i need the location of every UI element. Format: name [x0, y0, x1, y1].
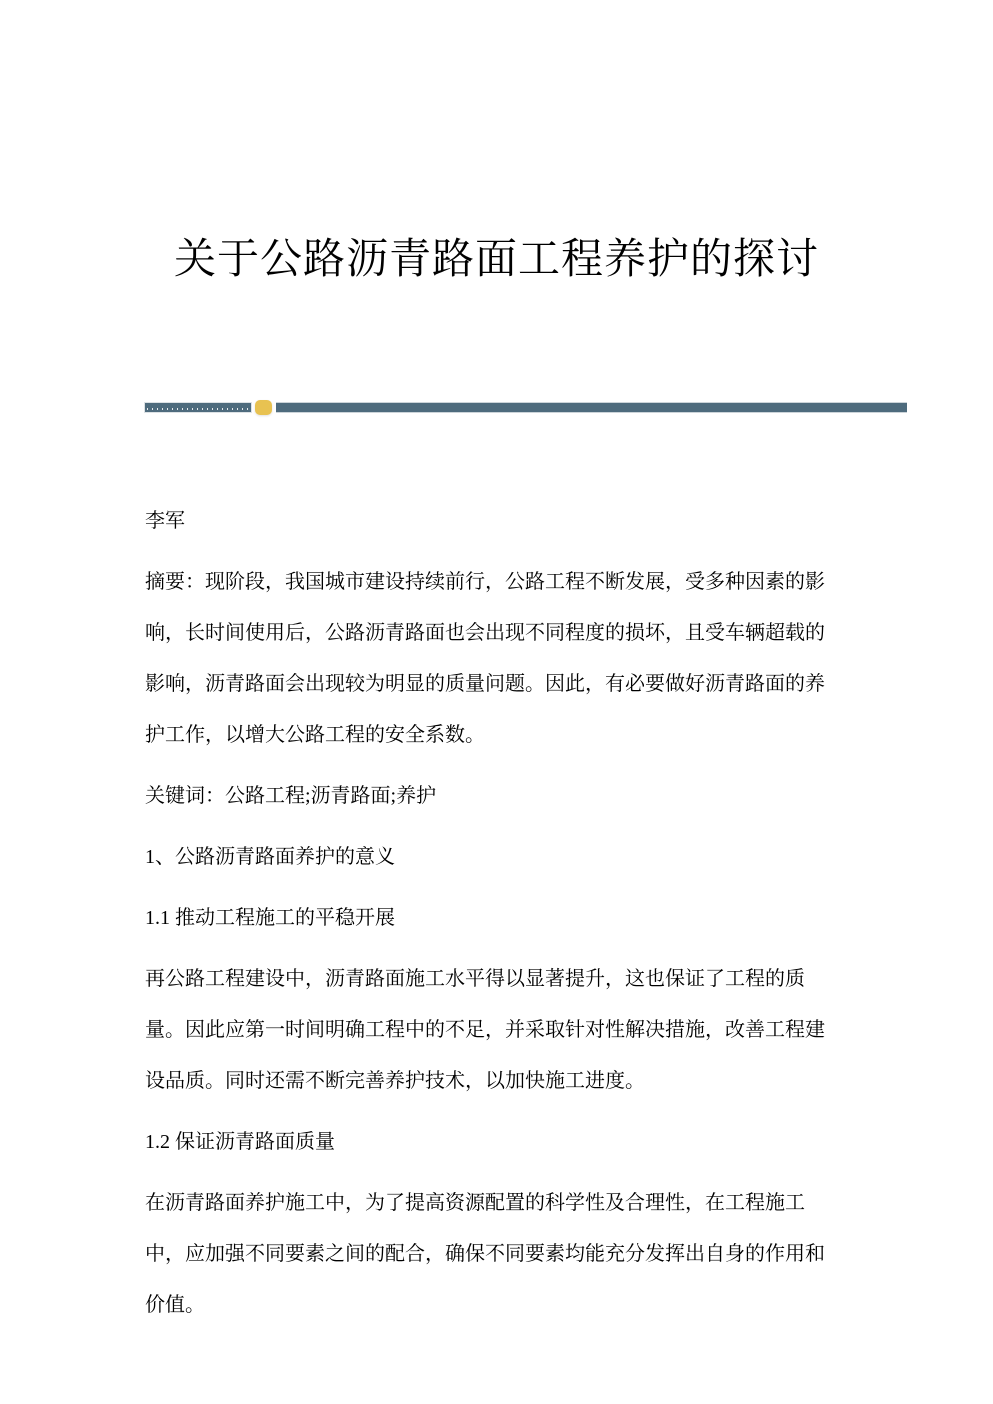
- divider-dot-icon: [255, 400, 272, 415]
- document-body: [145, 496, 839, 1341]
- document-title: 关于公路沥青路面工程养护的探讨: [173, 234, 819, 283]
- divider-dashed-segment: [145, 403, 251, 412]
- title-divider: [145, 398, 907, 417]
- abstract-paragraph: 摘要：现阶段，我国城市建设持续前行，公路工程不断发展，受多种因素的影响，长时间使用后，公路沥青路面也会出现不同程度的损坏，且受车辆超载的影响，沥青路面会出现较为明显的质量问题。因此，有必要做好沥青路面的养护工作，以增大公路工程的安全系数。: [145, 571, 825, 746]
- author-line: 李军: [145, 510, 185, 532]
- section-body-1-2: 在沥青路面养护施工中，为了提高资源配置的科学性及合理性，在工程施工中，应加强不同要素之间的配合，确保不同要素均能充分发挥出自身的作用和价值。: [145, 1192, 825, 1316]
- divider-bar: [276, 403, 907, 412]
- section-heading-1: 1、公路沥青路面养护的意义: [145, 846, 395, 868]
- keywords-line: 关键词：公路工程;沥青路面;养护: [145, 785, 437, 807]
- section-heading-1-2: 1.2 保证沥青路面质量: [145, 1131, 335, 1153]
- section-body-1-1: 再公路工程建设中，沥青路面施工水平得以显著提升，这也保证了工程的质量。因此应第一时间明确工程中的不足，并采取针对性解决措施，改善工程建设品质。同时还需不断完善养护技术，以加快施工进度。: [145, 968, 825, 1092]
- section-heading-1-1: 1.1 推动工程施工的平稳开展: [145, 907, 395, 929]
